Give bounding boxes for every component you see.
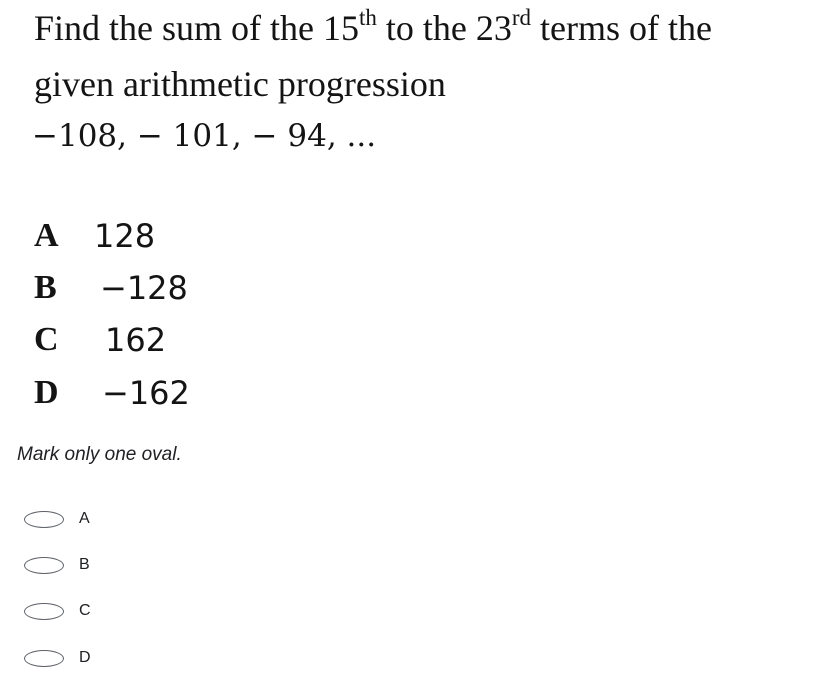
option-letter: A: [34, 217, 59, 254]
radio-oval-icon[interactable]: [24, 603, 64, 620]
radio-label[interactable]: C: [79, 602, 91, 619]
radio-oval-icon[interactable]: [24, 557, 64, 574]
question-text-part: Find the sum of the 15: [34, 8, 359, 48]
question-text: [34, 0, 814, 112]
instruction-text: Mark only one oval.: [17, 444, 182, 465]
radio-option-d[interactable]: [24, 643, 91, 673]
radio-label[interactable]: A: [79, 510, 90, 527]
radio-option-c[interactable]: [24, 596, 91, 626]
option-letter: B: [34, 269, 57, 306]
sequence-text: −108, − 101, − 94, ...: [32, 118, 377, 154]
radio-option-b[interactable]: [24, 550, 90, 580]
radio-oval-icon[interactable]: [24, 511, 64, 528]
question-line-2: given arithmetic progression: [34, 64, 446, 104]
option-value: 162: [105, 321, 167, 359]
radio-label[interactable]: D: [79, 649, 91, 666]
option-value: −162: [102, 374, 190, 412]
option-letter: C: [34, 321, 59, 358]
ordinal-superscript: rd: [511, 5, 532, 30]
radio-option-a[interactable]: [24, 504, 90, 534]
radio-oval-icon[interactable]: [24, 650, 64, 667]
option-value: 128: [94, 217, 156, 255]
option-letter: D: [34, 374, 59, 411]
option-value: −128: [100, 269, 188, 307]
question-text-part: terms of the: [531, 8, 712, 48]
radio-label[interactable]: B: [79, 556, 90, 573]
question-text-part: to the 23: [376, 8, 512, 48]
question-line-1: [34, 0, 814, 56]
ordinal-superscript: th: [358, 5, 377, 30]
